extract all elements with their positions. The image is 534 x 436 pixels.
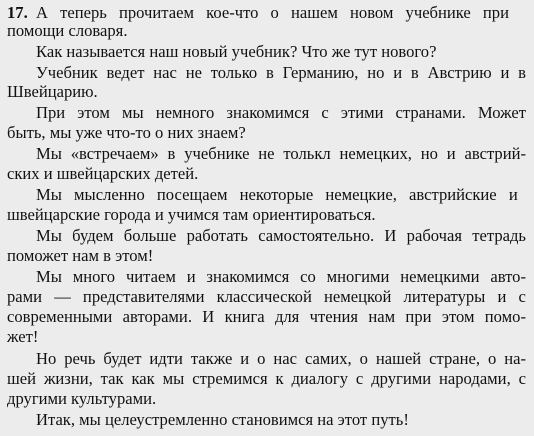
line-text: Мы мысленно посещаем некоторые немецкие, австрийские и xyxy=(36,185,518,204)
line-text: При этом мы немного знакомимся с этими странами. Может xyxy=(36,103,526,122)
text-line xyxy=(0,389,534,409)
text-line xyxy=(0,327,534,347)
line-text: поможет нам в этом! xyxy=(7,246,154,265)
line-text: швейцарские города и учимся там ориентироваться. xyxy=(7,205,376,224)
line-text: помощи словаря. xyxy=(7,21,128,40)
line-text: быть, мы уже что-то о них знаем? xyxy=(7,123,246,142)
text-line xyxy=(0,144,534,164)
line-text: рами — представителями классической немецкой литературы и с xyxy=(7,287,526,306)
text-line xyxy=(0,267,534,287)
line-text: ских и швейцарских детей. xyxy=(7,164,199,183)
line-text: Швейцарию. xyxy=(7,82,98,101)
text-line xyxy=(0,164,534,184)
text-line xyxy=(0,246,534,266)
text-line xyxy=(0,103,534,123)
line-text: Мы много читаем и знакомимся со многими немецкими авто- xyxy=(36,267,526,286)
text-line xyxy=(0,410,534,430)
line-text: Мы будем больше работать самостоятельно. И рабочая тетрадь xyxy=(36,226,526,245)
text-line xyxy=(0,349,534,369)
line-text: Итак, мы целеустремленно становимся на этот путь! xyxy=(36,410,409,429)
text-line xyxy=(0,307,534,327)
line-text: жет! xyxy=(7,327,39,346)
line-text: А теперь прочитаем кое-что о нашем новом учебнике при xyxy=(36,3,509,22)
text-line xyxy=(0,3,534,23)
line-text: Но речь будет идти также и о нас самих, о нашей стране, о на- xyxy=(36,349,526,368)
line-text: шей жизни, так как мы стремимся к диалогу с другими народами, с xyxy=(7,369,526,388)
text-line xyxy=(0,185,534,205)
exercise-number: 17. xyxy=(7,3,28,22)
text-line xyxy=(0,226,534,246)
text-line xyxy=(0,205,534,225)
text-line xyxy=(0,21,534,41)
text-line xyxy=(0,63,534,83)
text-line xyxy=(0,369,534,389)
line-text: Мы «встречаем» в учебнике не толькл немецких, но и австрий- xyxy=(36,144,526,163)
text-line xyxy=(0,82,534,102)
text-line xyxy=(0,287,534,307)
text-line xyxy=(0,42,534,62)
line-text: Учебник ведет нас не только в Германию, но и в Австрию и в xyxy=(36,63,526,82)
text-line xyxy=(0,123,534,143)
line-text: современными авторами. И книга для чтения нам при этом помо- xyxy=(7,307,526,326)
line-text: другими культурами. xyxy=(7,389,157,408)
line-text: Как называется наш новый учебник? Что же тут нового? xyxy=(36,42,437,61)
